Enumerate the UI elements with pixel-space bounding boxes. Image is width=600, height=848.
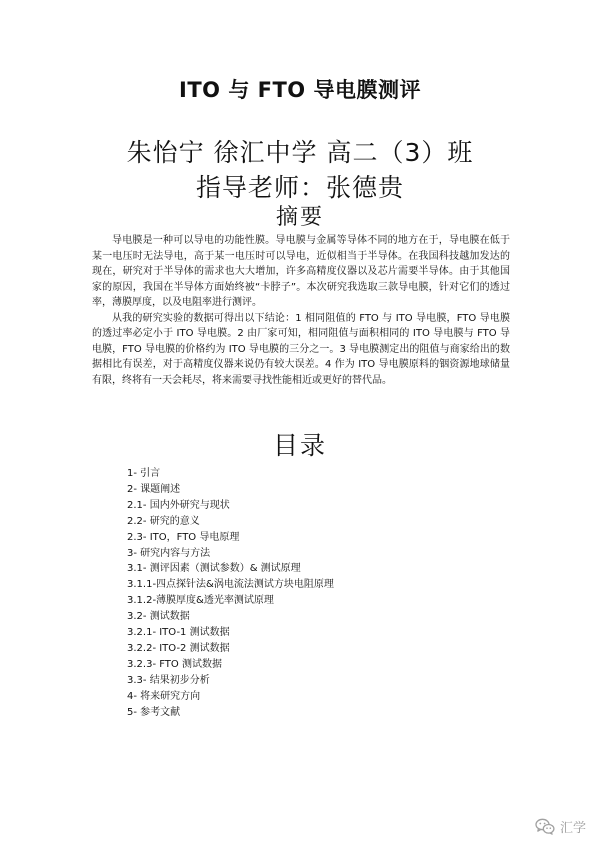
author-line: 朱怡宁 徐汇中学 高二（3）班 [126, 138, 474, 167]
table-of-contents [127, 466, 334, 721]
wechat-icon [535, 818, 555, 835]
toc-item: 3.1.2-薄膜厚度&透光率测试原理 [127, 595, 274, 607]
toc-item: 3.2.2- ITO-2 测试数据 [127, 642, 230, 654]
watermark [535, 817, 586, 836]
toc-item: 5- 参考文献 [127, 706, 181, 718]
teacher-line: 指导老师：张德贵 [195, 173, 404, 202]
toc-item: 2.2- 研究的意义 [127, 515, 200, 527]
watermark-text: 汇学 [559, 821, 586, 836]
toc-item: 3.3- 结果初步分析 [127, 674, 210, 686]
abstract-heading: 摘要 [275, 205, 324, 230]
toc-item: 3.1- 测评因素（测试参数）& 测试原理 [127, 563, 301, 575]
toc-item: 1- 引言 [127, 468, 161, 479]
toc-item: 2.3- ITO，FTO 导电原理 [127, 531, 240, 543]
toc-item: 2.1- 国内外研究与现状 [127, 499, 230, 511]
toc-item: 3.2.1- ITO-1 测试数据 [127, 627, 230, 639]
toc-item: 3.1.1-四点探针法&涡电流法测试方块电阻原理 [127, 579, 334, 591]
toc-item: 2- 课题阐述 [127, 483, 181, 495]
toc-item: 3.2.3- FTO 测试数据 [127, 658, 222, 670]
abstract-paragraph: 导电膜是一种可以导电的功能性膜。导电膜与金属等导体不同的地方在于，导电膜在低于某一电压时无法导电，高于某一电压时可以导电，近似相当于半导体。在我国科技越加发达的现在，研究对于半导体的需求也大大增加，许多高精度仪器以及芯片需要半导体。由于其他国家的原因，我国在半导体方面始终被“卡脖子”。本次研究我选取三款导电膜，针对它们的透过率，薄膜厚度，以及电阻率进行测评。 [92, 235, 510, 308]
abstract-body [92, 233, 510, 388]
toc-item: 3.2- 测试数据 [127, 611, 190, 623]
toc-item: 4- 将来研究方向 [127, 690, 201, 702]
abstract-paragraph: 从我的研究实验的数据可得出以下结论：1 相同阻值的 FTO 与 ITO 导电膜，FTO 导电膜的透过率必定小于 ITO 导电膜。2 由厂家可知，相同阻值与面积相同的 ITO 导电膜与 FTO 导电膜，FTO 导电膜的价格约为 ITO 导电膜的三分之一。3 导电膜测定出的阻值与商家给出的数据相比有误差，对于高精度仪器来说仍有较大误差。4 作为 ITO 导电膜原料的铟资源地球储量有限，终将有一天会耗尽，将来需要寻找性能相近或更好的替代品。 [92, 312, 510, 386]
document-title: ITO 与 FTO 导电膜测评 [179, 78, 421, 102]
toc-item: 3- 研究内容与方法 [127, 547, 211, 559]
toc-heading: 目录 [272, 431, 327, 460]
